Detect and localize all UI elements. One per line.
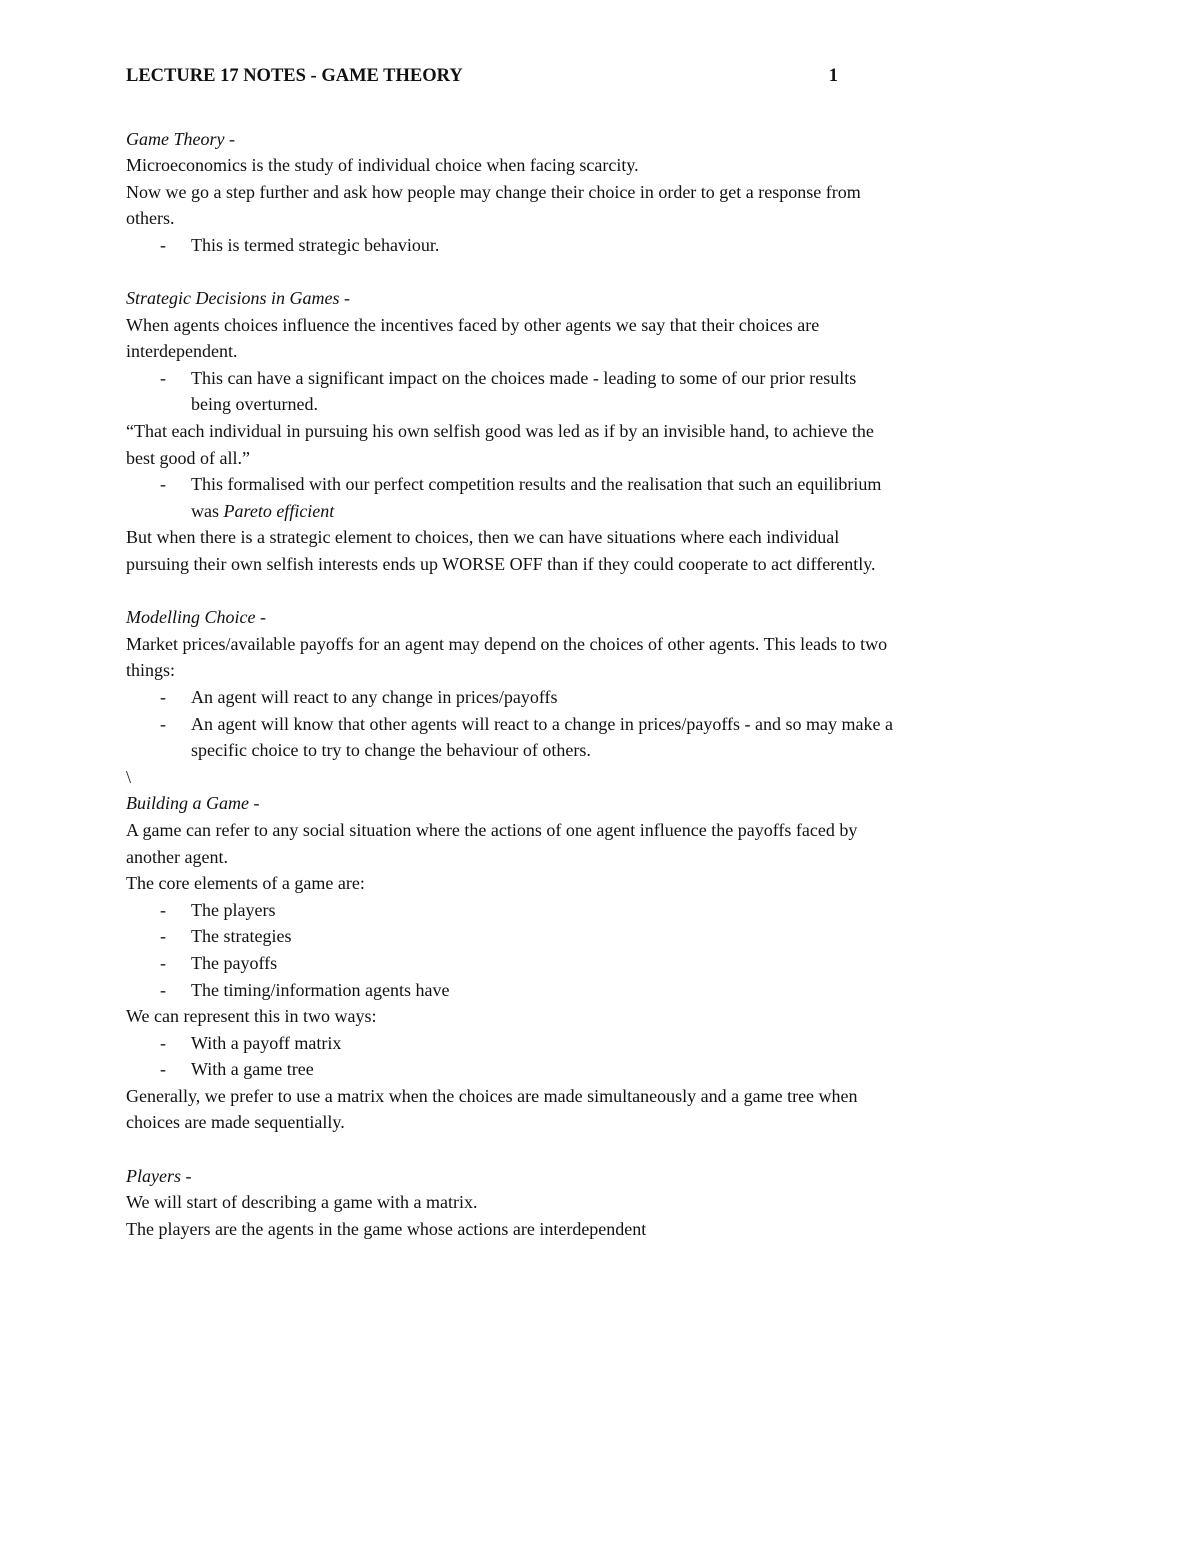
paragraph-continuation: others. bbox=[126, 208, 175, 229]
stray-character: \ bbox=[126, 766, 132, 787]
bullet-dash: - bbox=[160, 926, 166, 947]
section-heading-strategic-decisions: Strategic Decisions in Games - bbox=[126, 288, 350, 309]
bullet-item bbox=[126, 684, 966, 711]
paragraph: Generally, we prefer to use a matrix when the choices are made simultaneously and a game tree when bbox=[126, 1085, 858, 1106]
bullet-dash: - bbox=[160, 979, 166, 1000]
bullet-dash: - bbox=[160, 367, 166, 388]
bullet-text: An agent will react to any change in prices/payoffs bbox=[191, 686, 558, 707]
bullet-text: This can have a significant impact on the choices made - leading to some of our prior results bbox=[191, 367, 857, 388]
bullet-item bbox=[126, 365, 966, 392]
page-number: 1 bbox=[828, 66, 838, 86]
paragraph: When agents choices influence the incentives faced by other agents we say that their choices are bbox=[126, 314, 820, 335]
section-heading-game-theory: Game Theory - bbox=[126, 128, 235, 149]
paragraph: We will start of describing a game with a matrix. bbox=[126, 1192, 478, 1213]
bullet-text: was bbox=[191, 500, 224, 521]
paragraph-continuation: interdependent. bbox=[126, 341, 238, 362]
bullet-text: The payoffs bbox=[191, 952, 278, 973]
bullet-continuation: being overturned. bbox=[191, 394, 318, 415]
bullet-text: With a game tree bbox=[191, 1059, 314, 1080]
bullet-item bbox=[126, 711, 966, 738]
paragraph: A game can refer to any social situation where the actions of one agent influence the payoffs faced by bbox=[126, 819, 858, 840]
bullet-dash: - bbox=[160, 686, 166, 707]
paragraph: We can represent this in two ways: bbox=[126, 1006, 377, 1027]
bullet-item bbox=[126, 471, 966, 498]
bullet-dash: - bbox=[160, 1059, 166, 1080]
bullet-text: The timing/information agents have bbox=[191, 979, 450, 1000]
paragraph-continuation: another agent. bbox=[126, 846, 228, 867]
bullet-item bbox=[126, 950, 966, 977]
emphasis-term: Pareto efficient bbox=[223, 500, 335, 521]
bullet-continuation bbox=[126, 498, 966, 525]
bullet-dash: - bbox=[160, 474, 166, 495]
document-body bbox=[126, 126, 966, 1243]
bullet-item bbox=[126, 1056, 966, 1083]
paragraph: Market prices/available payoffs for an agent may depend on the choices of other agents. This leads to two bbox=[126, 633, 888, 654]
paragraph-continuation: things: bbox=[126, 660, 176, 681]
section-heading-building-a-game: Building a Game - bbox=[126, 793, 260, 814]
paragraph-continuation: choices are made sequentially. bbox=[126, 1112, 345, 1133]
bullet-item bbox=[126, 977, 966, 1004]
bullet-continuation: specific choice to try to change the behaviour of others. bbox=[191, 740, 591, 761]
bullet-text: This is termed strategic behaviour. bbox=[191, 234, 440, 255]
paragraph: The core elements of a game are: bbox=[126, 873, 365, 894]
paragraph-continuation: pursuing their own selfish interests ends up WORSE OFF than if they could cooperate to act differently. bbox=[126, 554, 876, 574]
quotation-continuation: best good of all.” bbox=[126, 447, 250, 468]
paragraph: But when there is a strategic element to choices, then we can have situations where each individual bbox=[126, 527, 840, 548]
quotation: “That each individual in pursuing his own selfish good was led as if by an invisible hand, to achieve the bbox=[126, 421, 874, 442]
bullet-item bbox=[126, 897, 966, 924]
bullet-text: An agent will know that other agents will react to a change in prices/payoffs - and so may make a bbox=[191, 713, 893, 734]
bullet-dash: - bbox=[160, 899, 166, 920]
bullet-item bbox=[126, 1030, 966, 1057]
bullet-item bbox=[126, 232, 966, 259]
bullet-text: With a payoff matrix bbox=[191, 1032, 342, 1053]
page-header bbox=[126, 63, 838, 89]
paragraph: Microeconomics is the study of individual choice when facing scarcity. bbox=[126, 155, 639, 176]
bullet-text: This formalised with our perfect competition results and the realisation that such an equilibrium bbox=[191, 474, 882, 495]
bullet-text: The players bbox=[191, 899, 276, 920]
section-heading-modelling-choice: Modelling Choice - bbox=[126, 607, 266, 628]
bullet-dash: - bbox=[160, 1032, 166, 1053]
bullet-dash: - bbox=[160, 713, 166, 734]
bullet-dash: - bbox=[160, 234, 166, 255]
document-title: LECTURE 17 NOTES - GAME THEORY bbox=[126, 66, 463, 86]
paragraph: The players are the agents in the game whose actions are interdependent bbox=[126, 1218, 647, 1239]
section-heading-players: Players - bbox=[126, 1165, 192, 1186]
bullet-dash: - bbox=[160, 952, 166, 973]
bullet-text: The strategies bbox=[191, 926, 292, 947]
paragraph: Now we go a step further and ask how people may change their choice in order to get a response from bbox=[126, 181, 861, 202]
bullet-item bbox=[126, 923, 966, 950]
